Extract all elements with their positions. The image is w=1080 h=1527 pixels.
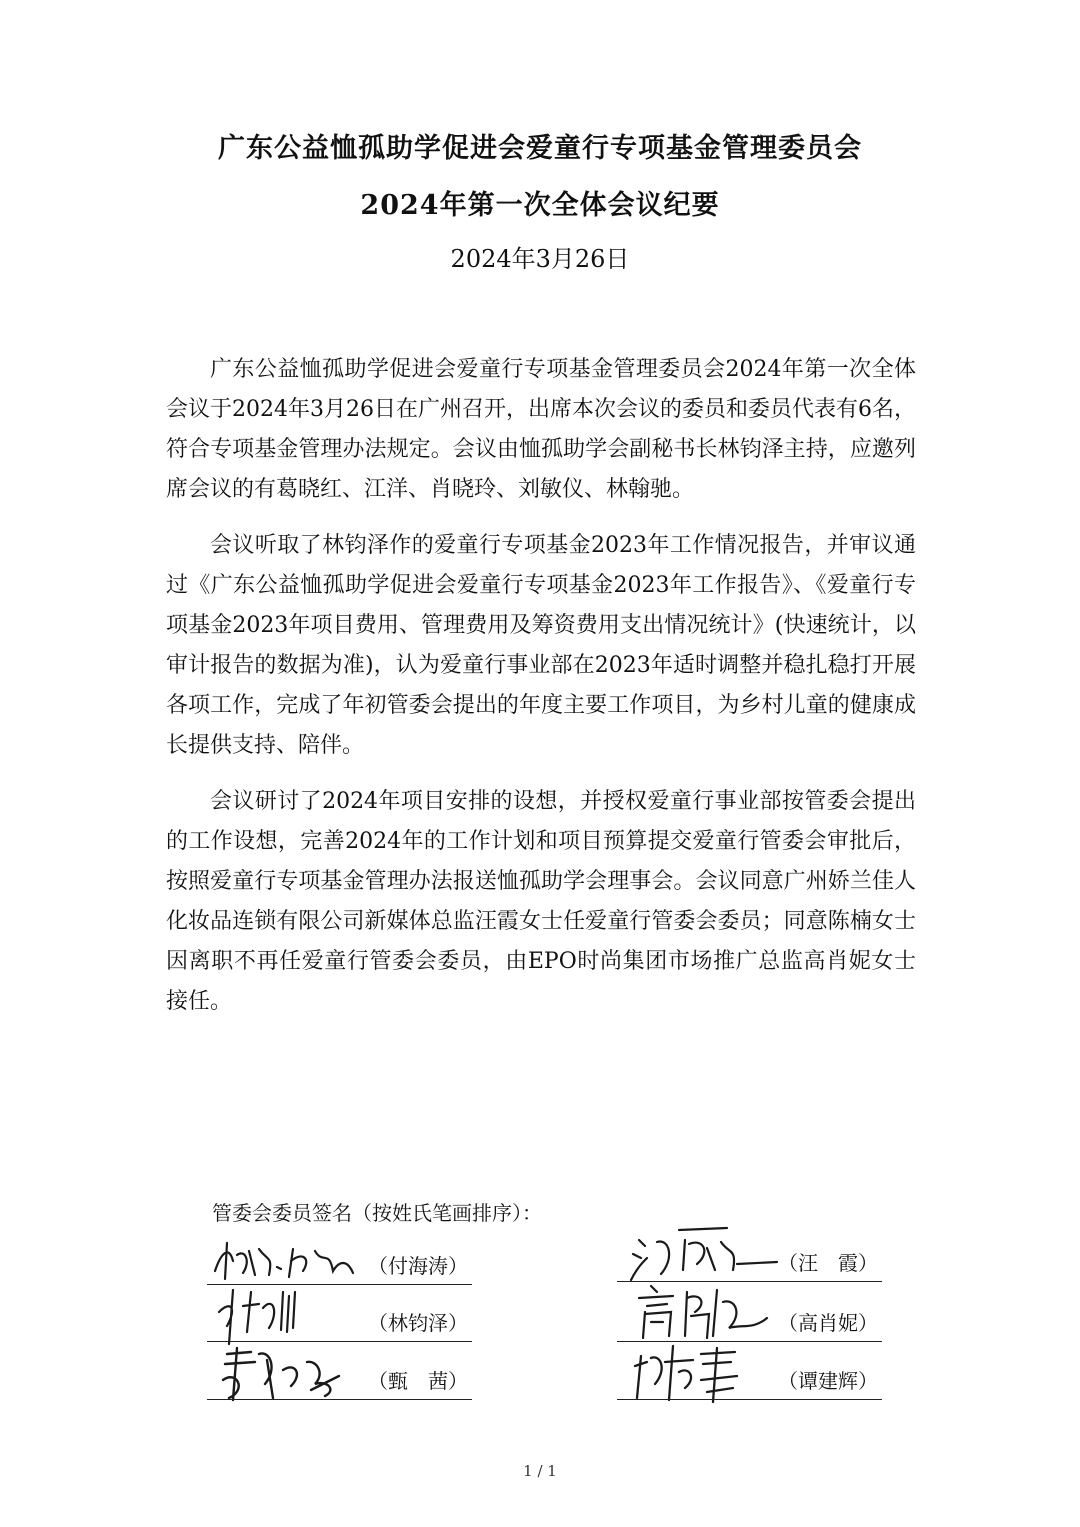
signature-line — [617, 1399, 882, 1400]
handwritten-signature — [617, 1336, 777, 1406]
signatory-name: （汪 霞） — [778, 1251, 878, 1275]
document-title-line2: 2024年第一次全体会议纪要 — [360, 190, 720, 221]
page-number: 1 / 1 — [523, 1462, 557, 1480]
document-body — [166, 350, 916, 1038]
document-title-line1: 广东公益恤孤助学促进会爱童行专项基金管理委员会 — [218, 133, 862, 164]
signature-row-fu-haitao — [207, 1225, 472, 1285]
signature-row-wang-xia — [617, 1222, 882, 1282]
body-paragraph: 广东公益恤孤助学促进会爱童行专项基金管理委员会2024年第一次全体会议于2024年3月26日在广州召开，出席本次会议的委员和委员代表有6名，符合专项基金管理办法规定。会议由恤孤助学会副秘书长林钧泽主持，应邀列席会议的有葛晓红、江洋、肖晓玲、刘敏仪、林翰驰。 — [166, 357, 916, 502]
body-paragraph: 会议研讨了2024年项目安排的设想，并授权爱童行事业部按管委会提出的工作设想，完善2024年的工作计划和项目预算提交爱童行管委会审批后，按照爱童行专项基金管理办法报送恤孤助学会理事会。会议同意广州娇兰佳人化妆品连锁有限公司新媒体总监汪霞女士任爱童行管委会委员；同意陈楠女士因离职不再任爱童行管委会委员，由EPO时尚集团市场推广总监高肖妮女士接任。 — [166, 789, 916, 1014]
signatory-name: （林钧泽） — [368, 1311, 468, 1335]
body-paragraph: 会议听取了林钧泽作的爱童行专项基金2023年工作情况报告，并审议通过《广东公益恤孤助学促进会爱童行专项基金2023年工作报告》、《爱童行专项基金2023年项目费用、管理费用及筹资费用支出情况统计》(快速统计，以审计报告的数据为准)，认为爱童行事业部在2023年适时调整并稳扎稳打开展各项工作，完成了年初管委会提出的年度主要工作项目，为乡村儿童的健康成长提供支持、陪伴。 — [166, 533, 916, 758]
document-date: 2024年3月26日 — [450, 245, 630, 273]
signature-row-gao-xiaoni — [617, 1282, 882, 1342]
signatory-name: （甄 茜） — [368, 1369, 468, 1393]
signatory-name: （谭建辉） — [778, 1369, 878, 1393]
signatory-name: （付海涛） — [368, 1254, 468, 1278]
signature-heading: 管委会委员签名（按姓氏笔画排序）： — [212, 1201, 542, 1225]
handwritten-signature — [207, 1340, 357, 1406]
handwritten-signature — [207, 1282, 327, 1348]
signature-row-tan-jianhui — [617, 1340, 882, 1400]
signature-row-lin-junze — [207, 1282, 472, 1342]
signature-line — [207, 1399, 472, 1400]
signature-row-zhen-qian — [207, 1340, 472, 1400]
signatory-name: （高肖妮） — [778, 1311, 878, 1335]
